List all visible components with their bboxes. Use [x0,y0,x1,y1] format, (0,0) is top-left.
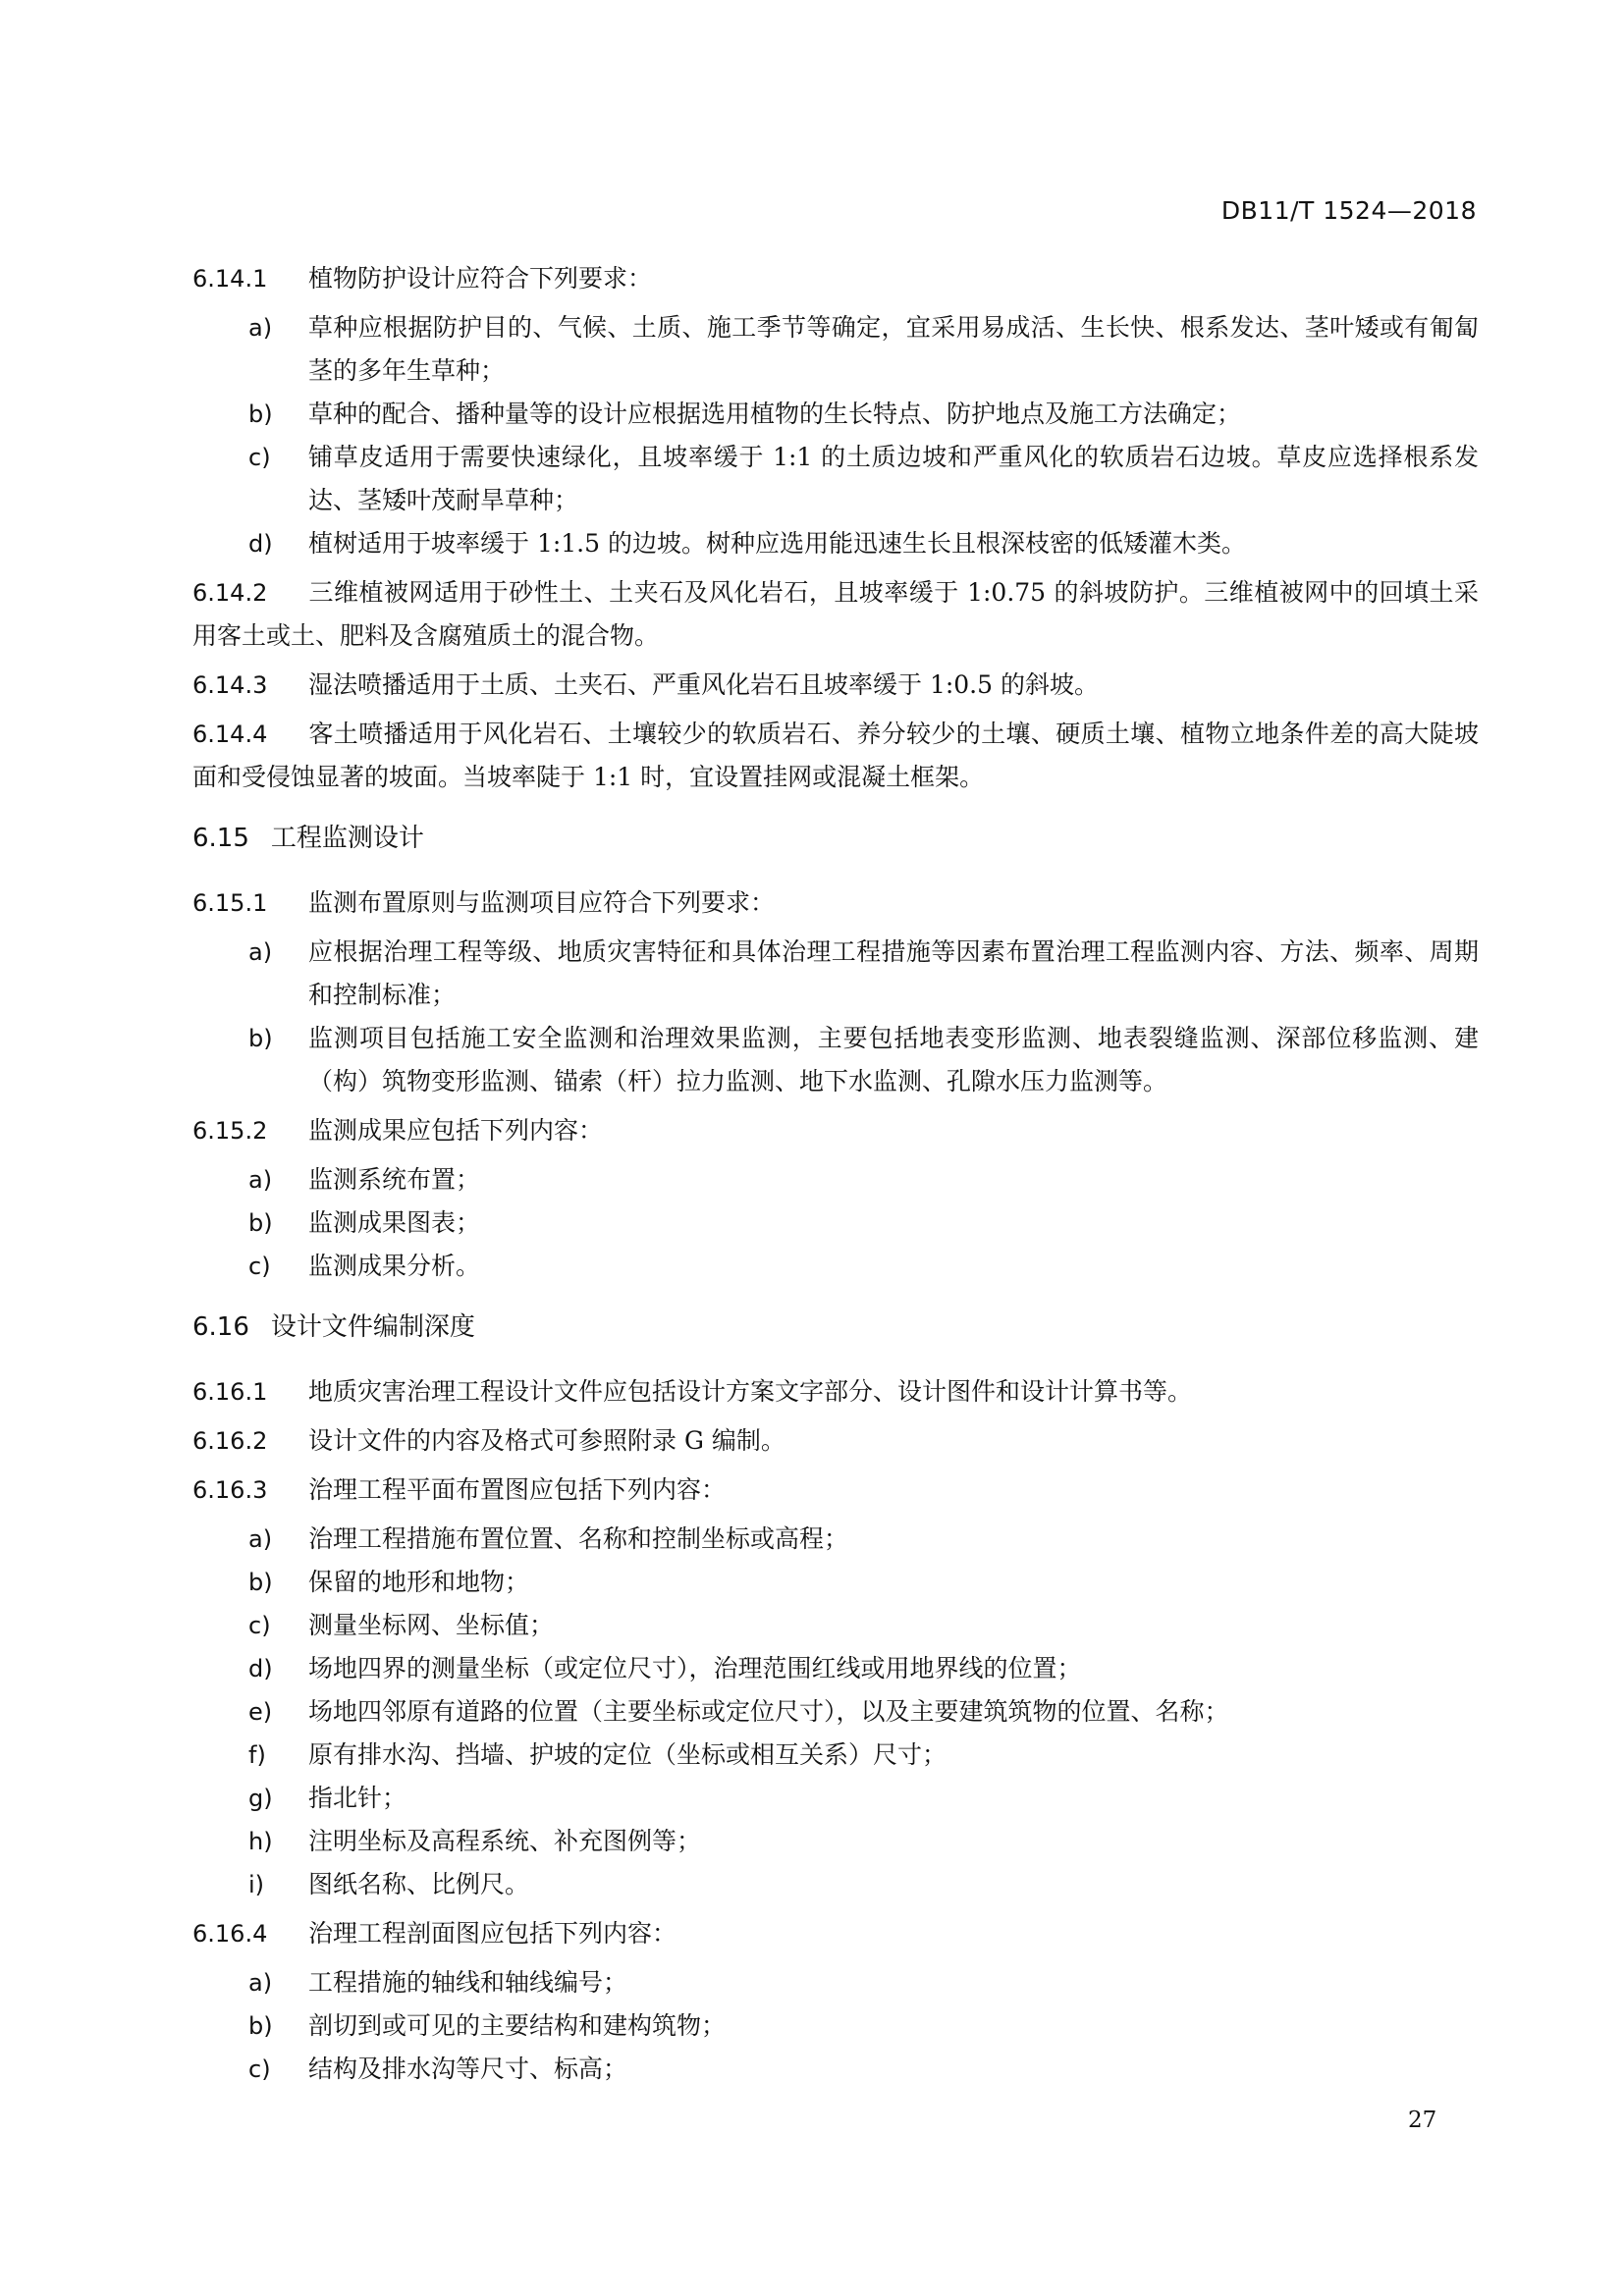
section-number: 6.15 [192,824,249,853]
clause-list [192,1518,1479,1906]
list-item-label: g) [248,1785,273,1812]
list-item-text: 场地四邻原有道路的位置（主要坐标或定位尺寸），以及主要建筑筑物的位置、名称； [308,1697,1229,1726]
clause-number: 6.14.4 [192,721,268,748]
list-item-label: e) [248,1698,273,1726]
list-item-label: b) [248,1209,273,1237]
list-item-text: 植树适用于坡率缓于 1:1.5 的边坡。树种应选用能迅速生长且根深枝密的低矮灌木类。 [308,529,1246,558]
clause [192,1419,1479,1463]
clause-number: 6.16.1 [192,1378,268,1406]
list-item-label: a) [248,314,273,342]
list-item-label: b) [248,1025,273,1052]
section-heading [192,1306,1479,1349]
clause [192,881,1479,925]
list-item [192,306,1479,393]
page-number: 27 [1408,2108,1437,2133]
list-item-text: 图纸名称、比例尺。 [308,1870,530,1898]
list-item [192,1518,1479,1561]
list-item [192,1604,1479,1647]
clause [192,571,1479,658]
clause-number: 6.14.3 [192,671,268,699]
clause [192,664,1479,707]
list-item-text: 监测成果图表； [308,1208,481,1237]
list-item [192,1820,1479,1863]
list-item-label: a) [248,938,273,966]
list-item-label: h) [248,1828,273,1855]
clause [192,1912,1479,1955]
list-item [192,1561,1479,1604]
list-item-text: 保留的地形和地物； [308,1568,530,1596]
list-item [192,1647,1479,1690]
list-item [192,2048,1479,2091]
clause-number: 6.14.2 [192,579,268,607]
list-item-label: a) [248,1969,273,1997]
list-item-text: 监测成果分析。 [308,1252,481,1280]
section-title: 设计文件编制深度 [270,1312,475,1342]
list-item-label: c) [248,444,271,471]
list-item [192,2004,1479,2048]
list-item-text: 剖切到或可见的主要结构和建构筑物； [308,2011,727,2040]
list-item-label: f) [248,1741,266,1769]
page-content [192,257,1479,2097]
clause-list [192,1158,1479,1288]
list-item-text: 监测项目包括施工安全监测和治理效果监测，主要包括地表变形监测、地表裂缝监测、深部位移监测、建（构）筑物变形监测、锚索（杆）拉力监测、地下水监测、孔隙水压力监测等。 [308,1024,1479,1095]
section-title: 工程监测设计 [270,824,424,853]
list-item-text: 场地四界的测量坐标（或定位尺寸），治理范围红线或用地界线的位置； [308,1654,1082,1682]
list-item-text: 草种的配合、播种量等的设计应根据选用植物的生长特点、防护地点及施工方法确定； [308,400,1242,428]
clause-list [192,931,1479,1103]
list-item [192,1777,1479,1820]
clause-text: 湿法喷播适用于土质、土夹石、严重风化岩石且坡率缓于 1:0.5 的斜坡。 [308,670,1099,699]
list-item-label: b) [248,1569,273,1596]
clause-text: 设计文件的内容及格式可参照附录 G 编制。 [308,1426,785,1455]
list-item-text: 铺草皮适用于需要快速绿化，且坡率缓于 1:1 的土质边坡和严重风化的软质岩石边坡。草皮应选择根系发达、茎矮叶茂耐旱草种； [308,443,1479,514]
document-code: DB11/T 1524—2018 [1220,196,1477,225]
list-item [192,436,1479,522]
list-item-text: 治理工程措施布置位置、名称和控制坐标或高程； [308,1524,849,1553]
clause-text: 监测成果应包括下列内容： [308,1116,604,1145]
list-item [192,1734,1479,1777]
list-item-text: 结构及排水沟等尺寸、标高； [308,2055,628,2083]
list-item-label: i) [248,1871,265,1898]
clause-number: 6.15.2 [192,1117,268,1145]
list-item [192,1863,1479,1906]
clause-text: 治理工程平面布置图应包括下列内容： [308,1475,727,1504]
list-item-label: d) [248,530,273,558]
clause-text: 植物防护设计应符合下列要求： [308,264,653,293]
list-item [192,1158,1479,1201]
clause-text: 地质灾害治理工程设计文件应包括设计方案文字部分、设计图件和设计计算书等。 [308,1377,1193,1406]
list-item-label: d) [248,1655,273,1682]
clause [192,713,1479,799]
list-item [192,1201,1479,1245]
list-item [192,931,1479,1017]
list-item [192,1690,1479,1734]
clause-number: 6.16.3 [192,1476,268,1504]
list-item-text: 草种应根据防护目的、气候、土质、施工季节等确定，宜采用易成活、生长快、根系发达、茎叶矮或有匍匐茎的多年生草种； [308,313,1479,385]
clause-text: 客土喷播适用于风化岩石、土壤较少的软质岩石、养分较少的土壤、硬质土壤、植物立地条件差的高大陡坡面和受侵蚀显著的坡面。当坡率陡于 1:1 时，宜设置挂网或混凝土框架。 [192,720,1479,791]
list-item-label: c) [248,1253,271,1280]
list-item-text: 注明坐标及高程系统、补充图例等； [308,1827,702,1855]
clause-list [192,306,1479,565]
clause-number: 6.16.2 [192,1427,268,1455]
clause-text: 治理工程剖面图应包括下列内容： [308,1919,677,1948]
list-item-label: c) [248,2056,271,2083]
list-item-text: 工程措施的轴线和轴线编号； [308,1968,628,1997]
list-item-label: b) [248,2012,273,2040]
list-item [192,522,1479,565]
clause [192,257,1479,300]
clause-number: 6.15.1 [192,889,268,917]
clause-text: 三维植被网适用于砂性土、土夹石及风化岩石，且坡率缓于 1:0.75 的斜坡防护。三维植被网中的回填土采用客土或土、肥料及含腐殖质土的混合物。 [192,578,1479,650]
section-number: 6.16 [192,1312,249,1342]
list-item-label: a) [248,1525,273,1553]
clause-list [192,1961,1479,2091]
list-item [192,1961,1479,2004]
clause [192,1109,1479,1152]
list-item-text: 指北针； [308,1784,407,1812]
clause [192,1370,1479,1414]
list-item [192,1017,1479,1103]
clause-text: 监测布置原则与监测项目应符合下列要求： [308,888,776,917]
list-item-text: 监测系统布置； [308,1165,481,1194]
list-item [192,1245,1479,1288]
list-item-label: c) [248,1612,271,1639]
list-item-text: 应根据治理工程等级、地质灾害特征和具体治理工程措施等因素布置治理工程监测内容、方法、频率、周期和控制标准； [308,937,1479,1009]
list-item [192,393,1479,436]
clause [192,1468,1479,1512]
list-item-label: b) [248,400,273,428]
clause-number: 6.16.4 [192,1920,268,1948]
clause-number: 6.14.1 [192,265,268,293]
section-heading [192,817,1479,860]
list-item-label: a) [248,1166,273,1194]
list-item-text: 原有排水沟、挡墙、护坡的定位（坐标或相互关系）尺寸； [308,1740,947,1769]
list-item-text: 测量坐标网、坐标值； [308,1611,555,1639]
